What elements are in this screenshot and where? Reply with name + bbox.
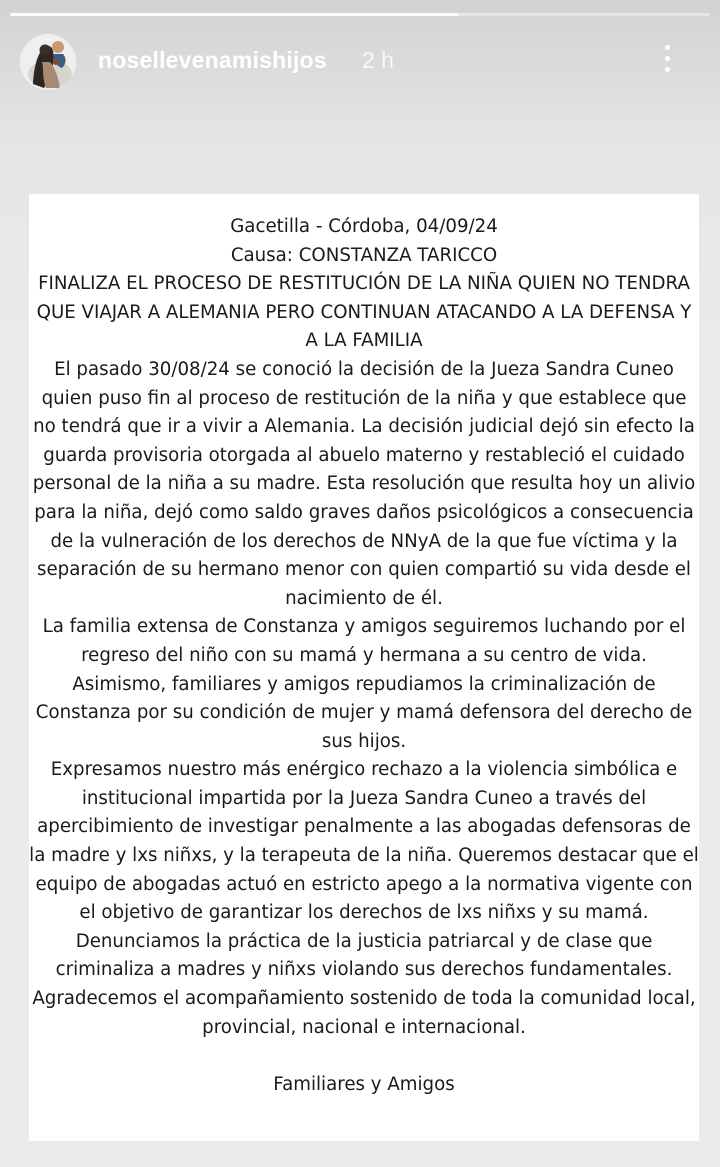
press-release-paragraph-6: Agradecemos el acompañamiento sostenido de toda la comunidad local, provincial, nacional e internacional. (32, 988, 696, 1038)
more-dot (665, 67, 670, 72)
more-vertical-icon[interactable] (654, 42, 680, 76)
story-timestamp: 2 h (362, 47, 394, 73)
more-dot (665, 45, 670, 50)
press-release-paragraph-1: El pasado 30/08/24 se conoció la decisión de la Jueza Sandra Cuneo quien puso fin al proceso de restitución de la niña y que establece que no tendrá que ir a vivir a Alemania. La decisión judicial dejó sin efecto la guarda provisoria otorgada al abuelo materno y restableció el cuidado personal de la niña a su madre. Esta resolución que resulta hoy un alivio para la niña, dejó como saldo graves daños psicológicos a consecuencia de la vulneración de los derechos de NNyA de la que fue víctima y la separación de su hermano menor con quien compartió su vida desde el nacimiento de él. (32, 358, 696, 609)
press-release-heading-line1: Gacetilla - Córdoba, 04/09/24 (230, 216, 498, 237)
story-username[interactable]: nosellevenamishijos (98, 47, 327, 73)
story-header (20, 32, 700, 90)
press-release-paragraph-3: Asimismo, familiares y amigos repudiamos la criminalización de Constanza por su condición de mujer y mamá defensora del derecho de sus hijos. (35, 673, 693, 752)
press-release-text (29, 213, 699, 1099)
press-release-card (29, 194, 699, 1141)
paragraph-spacer (29, 1042, 699, 1071)
press-release-paragraph-4: Expresamos nuestro más enérgico rechazo a la violencia simbólica e institucional impartida por la Jueza Sandra Cuneo a través del apercibimiento de investigar penalmente a las abogadas defensoras de la madre y lxs niñxs, y la terapeuta de la niña. Queremos destacar que el equipo de abogadas actuó en estricto apego a la normativa vigente con el objetivo de garantizar los derechos de lxs niñxs y su mamá. (29, 759, 699, 924)
press-release-headline: FINALIZA EL PROCESO DE RESTITUCIÓN DE LA NIÑA QUIEN NO TENDRA QUE VIAJAR A ALEMANIA PERO CONTINUAN ATACANDO A LA DEFENSA Y A LA FAMILIA (36, 273, 692, 352)
press-release-paragraph-5: Denunciamos la práctica de la justicia patriarcal y de clase que criminaliza a madres y niñxs violando sus derechos fundamentales. (55, 930, 673, 981)
press-release-paragraph-2: La familia extensa de Constanza y amigos seguiremos luchando por el regreso del niño con su mamá y hermana a su centro de vida. (42, 616, 686, 666)
more-dot (665, 56, 670, 61)
avatar-image (20, 34, 76, 90)
profile-avatar[interactable] (20, 34, 76, 90)
story-progress-bar (10, 13, 710, 16)
press-release-heading-line2: Causa: CONSTANZA TARICCO (230, 244, 498, 266)
story-progress-fill (10, 13, 458, 16)
press-release-signature: Familiares y Amigos (273, 1073, 455, 1095)
